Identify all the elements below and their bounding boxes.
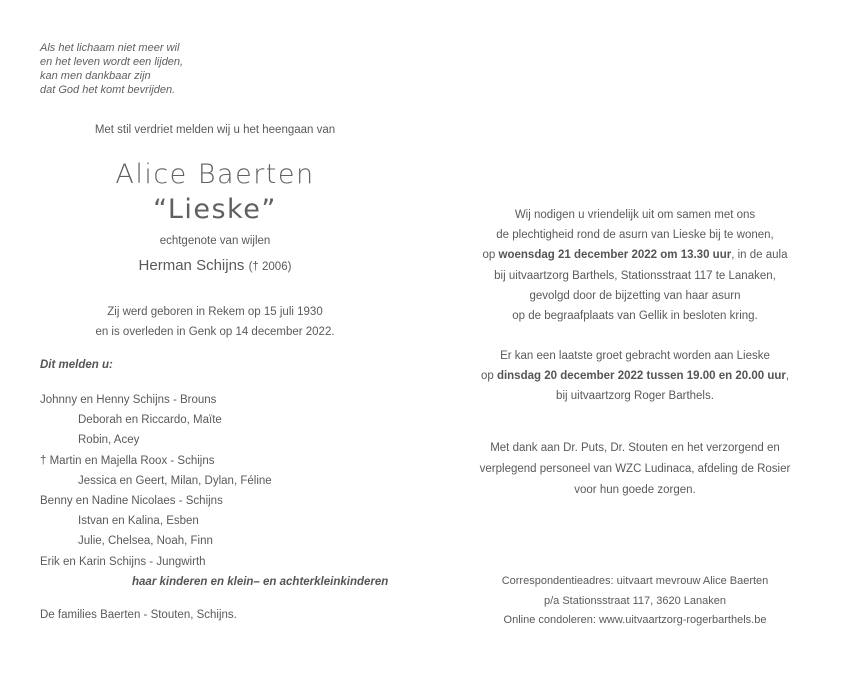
family-list bbox=[40, 390, 430, 592]
poem-line: en het leven wordt een lijden, bbox=[40, 56, 184, 68]
thanks-line: voor hun goede zorgen. bbox=[574, 483, 696, 496]
spouse-label: echtgenote van wijlen bbox=[159, 235, 271, 247]
visit-text: , bbox=[785, 370, 790, 383]
family-row: Jessica en Geert, Milan, Dylan, Féline bbox=[78, 474, 272, 487]
invite-line: Wij nodigen u vriendelijk uit om samen met ons bbox=[514, 209, 756, 221]
announcement: Met stil verdriet melden wij u het heengaan van bbox=[94, 124, 336, 136]
poem-line: kan men dankbaar zijn bbox=[40, 70, 151, 82]
visit-line: Er kan een laatste groet gebracht worden aan Lieske bbox=[500, 350, 770, 362]
ceremony-invitation bbox=[462, 205, 808, 326]
visit-line bbox=[462, 366, 808, 386]
family-closing: haar kinderen en klein– en achterkleinkinderen bbox=[132, 575, 389, 588]
spouse bbox=[40, 257, 390, 274]
invite-line bbox=[462, 245, 808, 265]
correspondence-street: p/a Stationsstraat 117, 3620 Lanaken bbox=[543, 594, 727, 607]
condolence-link[interactable]: www.uitvaartzorg-rogerbarthels.be bbox=[598, 614, 767, 626]
thanks-line: Met dank aan Dr. Puts, Dr. Stouten en het verzorgend en bbox=[490, 442, 780, 454]
invite-text: op bbox=[482, 249, 499, 262]
family-row: † Martin en Majella Roox - Schijns bbox=[40, 454, 215, 467]
family-row: Robin, Acey bbox=[78, 434, 140, 447]
online-condolence bbox=[462, 611, 808, 631]
invite-line: op de begraafplaats van Gellik in besloten kring. bbox=[512, 310, 758, 323]
poem-line: Als het lichaam niet meer wil bbox=[40, 42, 180, 54]
visit-line: bij uitvaartzorg Roger Barthels. bbox=[556, 390, 714, 403]
invite-line: de plechtigheid rond de asurn van Lieske bij te wonen, bbox=[496, 229, 774, 242]
families-line: De families Baerten - Stouten, Schijns. bbox=[40, 609, 237, 621]
visit-datetime: dinsdag 20 december 2022 tussen 19.00 en 20.00 uur bbox=[496, 370, 786, 383]
farewell-visit bbox=[462, 346, 808, 407]
family-row: Erik en Karin Schijns - Jungwirth bbox=[40, 555, 206, 568]
invite-text: , in de aula bbox=[731, 249, 788, 262]
thanks-line: verplegend personeel van WZC Ludinaca, afdeling de Rosier bbox=[479, 462, 791, 475]
deceased-name: Alice Baerten bbox=[115, 159, 315, 190]
life-dates bbox=[40, 302, 390, 342]
correspondence-address: Correspondentieadres: uitvaart mevrouw Alice Baerten bbox=[501, 575, 769, 587]
invite-line: gevolgd door de bijzetting van haar asurn bbox=[529, 289, 741, 302]
born-line: Zij werd geboren in Rekem op 15 juli 1930 bbox=[107, 306, 323, 318]
family-row: Julie, Chelsea, Noah, Finn bbox=[78, 535, 213, 548]
poem bbox=[40, 41, 183, 97]
visit-text: op bbox=[480, 370, 497, 383]
deceased-nickname: “Lieske” bbox=[153, 194, 277, 225]
ceremony-datetime: woensdag 21 december 2022 om 13.30 uur bbox=[498, 249, 732, 262]
family-row: Johnny en Henny Schijns - Brouns bbox=[40, 394, 217, 406]
family-row: Deborah en Riccardo, Maïte bbox=[78, 414, 222, 427]
family-row: Benny en Nadine Nicolaes - Schijns bbox=[40, 495, 223, 508]
died-line: en is overleden in Genk op 14 december 2022. bbox=[95, 326, 335, 338]
poem-line: dat God het komt bevrijden. bbox=[40, 84, 176, 96]
thanks bbox=[462, 438, 808, 500]
spouse-name: Herman Schijns bbox=[138, 257, 245, 274]
online-label: Online condoleren: bbox=[503, 614, 599, 626]
correspondence bbox=[462, 572, 808, 631]
invite-line: bij uitvaartzorg Barthels, Stationsstraat 117 te Lanaken, bbox=[494, 269, 776, 282]
family-heading: Dit melden u: bbox=[40, 359, 113, 371]
spouse-death-year: († 2006) bbox=[248, 261, 292, 273]
family-row: Istvan en Kalina, Esben bbox=[78, 515, 199, 528]
